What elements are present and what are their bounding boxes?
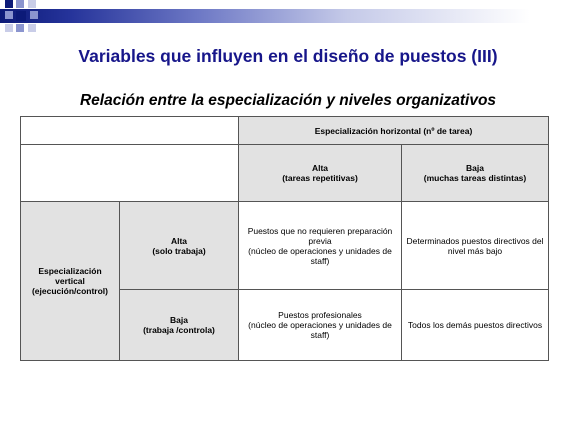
decor-square	[30, 11, 38, 19]
cell-text: staff)	[310, 330, 330, 340]
cell-text: nivel más bajo	[447, 245, 503, 256]
vertical-header-line: vertical	[55, 276, 85, 286]
cell-text: (núcleo de operaciones y unidades de	[248, 245, 392, 256]
cell-text: Puestos profesionales	[278, 310, 362, 320]
cell-text: Todos los demás puestos directivos	[407, 320, 543, 330]
horizontal-low-detail: (muchas tareas distintas)	[423, 173, 527, 183]
decor-square	[28, 0, 36, 8]
cell-text: previa	[308, 235, 332, 246]
cell-text: Puestos que no requieren preparación	[247, 225, 393, 236]
vertical-header-line: (ejecución/control)	[31, 286, 109, 296]
empty-corner-cell	[20, 116, 239, 145]
decor-square	[16, 24, 24, 32]
vertical-header-line: Especialización	[38, 266, 102, 276]
cell-high-high	[238, 201, 402, 290]
empty-corner-cell	[20, 144, 239, 202]
cell-text: staff)	[310, 255, 330, 266]
decor-square	[16, 11, 26, 21]
horizontal-high-detail: (tareas repetitivas)	[282, 173, 358, 183]
vertical-low-cell	[119, 289, 239, 361]
cell-text: (núcleo de operaciones y unidades de	[248, 320, 392, 330]
horizontal-low-cell	[401, 144, 549, 202]
horizontal-high-cell	[238, 144, 402, 202]
vertical-high-label: Alta	[170, 235, 188, 246]
slide-subtitle: Relación entre la especialización y niveles organizativos	[79, 92, 497, 109]
vertical-high-cell	[119, 201, 239, 290]
vertical-header-cell	[20, 201, 120, 361]
cell-high-low	[401, 201, 549, 290]
vertical-low-label: Baja	[170, 315, 188, 325]
vertical-low-detail: (trabaja /controla)	[143, 325, 215, 335]
decor-square	[5, 11, 13, 19]
horizontal-high-label: Alta	[311, 163, 329, 173]
cell-low-high	[238, 289, 402, 361]
cell-text: Determinados puestos directivos del	[406, 235, 544, 246]
cell-low-low	[401, 289, 549, 361]
horizontal-low-label: Baja	[466, 163, 484, 173]
slide-title: Variables que influyen en el diseño de puestos (III)	[78, 46, 498, 66]
header-gradient-bar	[0, 9, 576, 23]
horizontal-header-cell	[238, 116, 549, 145]
decor-square	[28, 24, 36, 32]
horizontal-header-label: Especialización horizontal (nº de tarea)	[314, 125, 473, 136]
vertical-high-detail: (solo trabaja)	[152, 245, 206, 256]
decor-square	[5, 0, 13, 8]
decor-square	[16, 0, 24, 8]
decor-square	[5, 24, 13, 32]
